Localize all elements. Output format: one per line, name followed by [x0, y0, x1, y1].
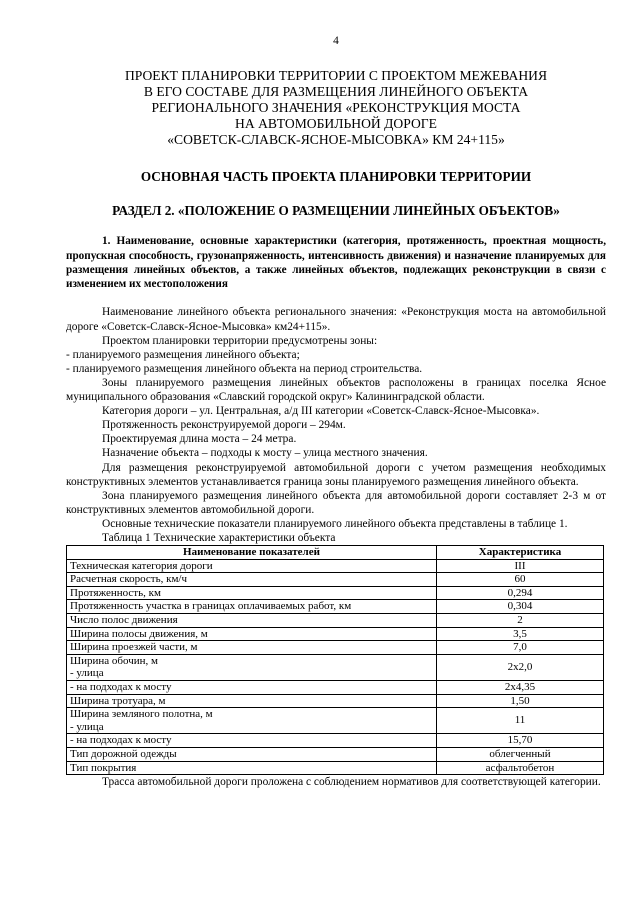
table-row: [67, 641, 604, 655]
paragraph: Назначение объекта – подходы к мосту – улица местного значения.: [102, 447, 428, 460]
row-name: - на подходах к мосту: [70, 681, 172, 693]
row-value: 2: [437, 614, 604, 628]
row-name: Число полос движения: [70, 614, 178, 627]
row-name: Тип покрытия: [70, 761, 137, 774]
row-name: Расчетная скорость, км/ч: [70, 573, 188, 586]
table-row: [67, 586, 604, 600]
paragraph: Зона планируемого размещения линейного объекта для автомобильной дороги составляет 2-3 м от конструктивных элементов автомобильной дороги.: [66, 489, 606, 516]
row-name: Ширина полосы движения, м: [70, 627, 208, 640]
table-body: [67, 559, 604, 775]
table-header-row: [67, 546, 604, 560]
row-name: Ширина обочин, м: [70, 654, 158, 667]
row-value: 3,5: [437, 627, 604, 641]
paragraph: Для размещения реконструируемой автомобильной дороги с учетом размещения необходимых конструктивных элементов устанавливается граница зоны планируемого размещения линейного объекта.: [66, 461, 606, 488]
row-name-cell: [67, 627, 437, 641]
title-line: В ЕГО СОСТАВЕ ДЛЯ РАЗМЕЩЕНИЯ ЛИНЕЙНОГО ОБЪЕКТА: [143, 84, 529, 100]
heading-main: ОСНОВНАЯ ЧАСТЬ ПРОЕКТА ПЛАНИРОВКИ ТЕРРИТОРИИ: [140, 169, 532, 185]
specs-table: [66, 545, 604, 775]
table-row: [67, 627, 604, 641]
row-name: Ширина тротуара, м: [70, 694, 166, 707]
body-text: [66, 305, 606, 531]
table-row: [67, 573, 604, 587]
row-value: асфальтобетон: [437, 761, 604, 775]
row-value: 60: [437, 573, 604, 587]
list-item: - планируемого размещения линейного объекта;: [66, 348, 300, 361]
row-name-cell: [67, 573, 437, 587]
row-value: 15,70: [437, 734, 604, 748]
row-value: 2х2,0: [437, 654, 604, 680]
title-line: НА АВТОМОБИЛЬНОЙ ДОРОГЕ: [235, 116, 437, 132]
paragraph: Категория дороги – ул. Центральная, а/д III категории «Советск-Славск-Ясное-Мысовка».: [102, 405, 540, 418]
list-item: - планируемого размещения линейного объекта на период строительства.: [66, 362, 423, 375]
row-name-cell: [67, 600, 437, 614]
row-value: 0,304: [437, 600, 604, 614]
row-name-cell: [67, 761, 437, 775]
table-row: [67, 708, 604, 734]
row-name: Протяженность участка в границах оплачиваемых работ, км: [70, 600, 352, 613]
row-name-cell: [67, 559, 437, 573]
table-row: [67, 559, 604, 573]
paragraph: Проектируемая длина моста – 24 метра.: [102, 433, 297, 446]
row-value: 2х4,35: [437, 681, 604, 695]
row-name: Тип дорожной одежды: [70, 747, 177, 760]
paragraph: Основные технические показатели планируемого линейного объекта представлены в таблице 1.: [102, 517, 568, 530]
row-name-cell: [67, 641, 437, 655]
row-value: 7,0: [437, 641, 604, 655]
row-name: Ширина земляного полотна, м: [70, 708, 213, 721]
row-name-cell: [67, 654, 437, 680]
row-value: III: [437, 559, 604, 573]
column-header: Наименование показателей: [67, 546, 437, 560]
row-value: 1,50: [437, 694, 604, 708]
row-name-cell: [67, 708, 437, 734]
row-name-sub: - улица: [70, 720, 104, 733]
paragraph: Наименование линейного объекта регионального значения: «Реконструкция моста на автомобильной дороге «Советск-Славск-Ясное-Мысовка» км24+115».: [66, 306, 606, 333]
row-name-cell: [67, 614, 437, 628]
row-name: - на подходах к мосту: [70, 734, 172, 747]
table-row: [67, 681, 604, 695]
row-name-cell: [67, 734, 437, 748]
row-name-cell: [67, 681, 437, 695]
table-row: [67, 734, 604, 748]
table-row: [67, 694, 604, 708]
closing-paragraph: Трасса автомобильной дороги проложена с соблюдением нормативов для соответствующей категории.: [102, 776, 601, 789]
table-row: [67, 747, 604, 761]
table-caption: Таблица 1 Технические характеристики объекта: [102, 531, 336, 544]
heading-section: РАЗДЕЛ 2. «ПОЛОЖЕНИЕ О РАЗМЕЩЕНИИ ЛИНЕЙНЫХ ОБЪЕКТОВ»: [112, 203, 560, 219]
row-value: 0,294: [437, 586, 604, 600]
column-header: Характеристика: [437, 546, 604, 560]
table-row: [67, 614, 604, 628]
row-name-cell: [67, 747, 437, 761]
row-name: Техническая категория дороги: [70, 559, 213, 572]
title-line: РЕГИОНАЛЬНОГО ЗНАЧЕНИЯ «РЕКОНСТРУКЦИЯ МОСТА: [151, 100, 521, 116]
row-name: Ширина проезжей части, м: [70, 641, 198, 654]
title-line: «СОВЕТСК-СЛАВСК-ЯСНОЕ-МЫСОВКА» КМ 24+115»: [167, 132, 505, 148]
paragraph: Протяженность реконструируемой дороги – 294м.: [102, 419, 346, 432]
row-name-cell: [67, 694, 437, 708]
row-name-cell: [67, 586, 437, 600]
table-row: [67, 600, 604, 614]
table-row: [67, 654, 604, 680]
title-line: ПРОЕКТ ПЛАНИРОВКИ ТЕРРИТОРИИ С ПРОЕКТОМ МЕЖЕВАНИЯ: [124, 68, 548, 84]
document-title: [66, 68, 606, 148]
row-value: 11: [437, 708, 604, 734]
row-name-sub: - улица: [70, 667, 104, 680]
row-name: Протяженность, км: [70, 586, 161, 599]
row-value: облегченный: [437, 747, 604, 761]
paragraph: Проектом планировки территории предусмотрены зоны:: [102, 334, 378, 347]
paragraph: Зоны планируемого размещения линейных объектов расположены в границах поселка Ясное муниципального образования «Славский городской округ» Калининградской области.: [66, 376, 606, 404]
intro-paragraph: 1. Наименование, основные характеристики (категория, протяженность, проектная мощность, пропускная способность, грузонапряженность, интенсивность движения) и назначение планируемых для размещения линейных объектов, а также линейных объектов, подлежащих реконструкции в связи с изменением их местоположения: [66, 235, 606, 291]
table-row: [67, 761, 604, 775]
page-number: 4: [333, 35, 339, 47]
